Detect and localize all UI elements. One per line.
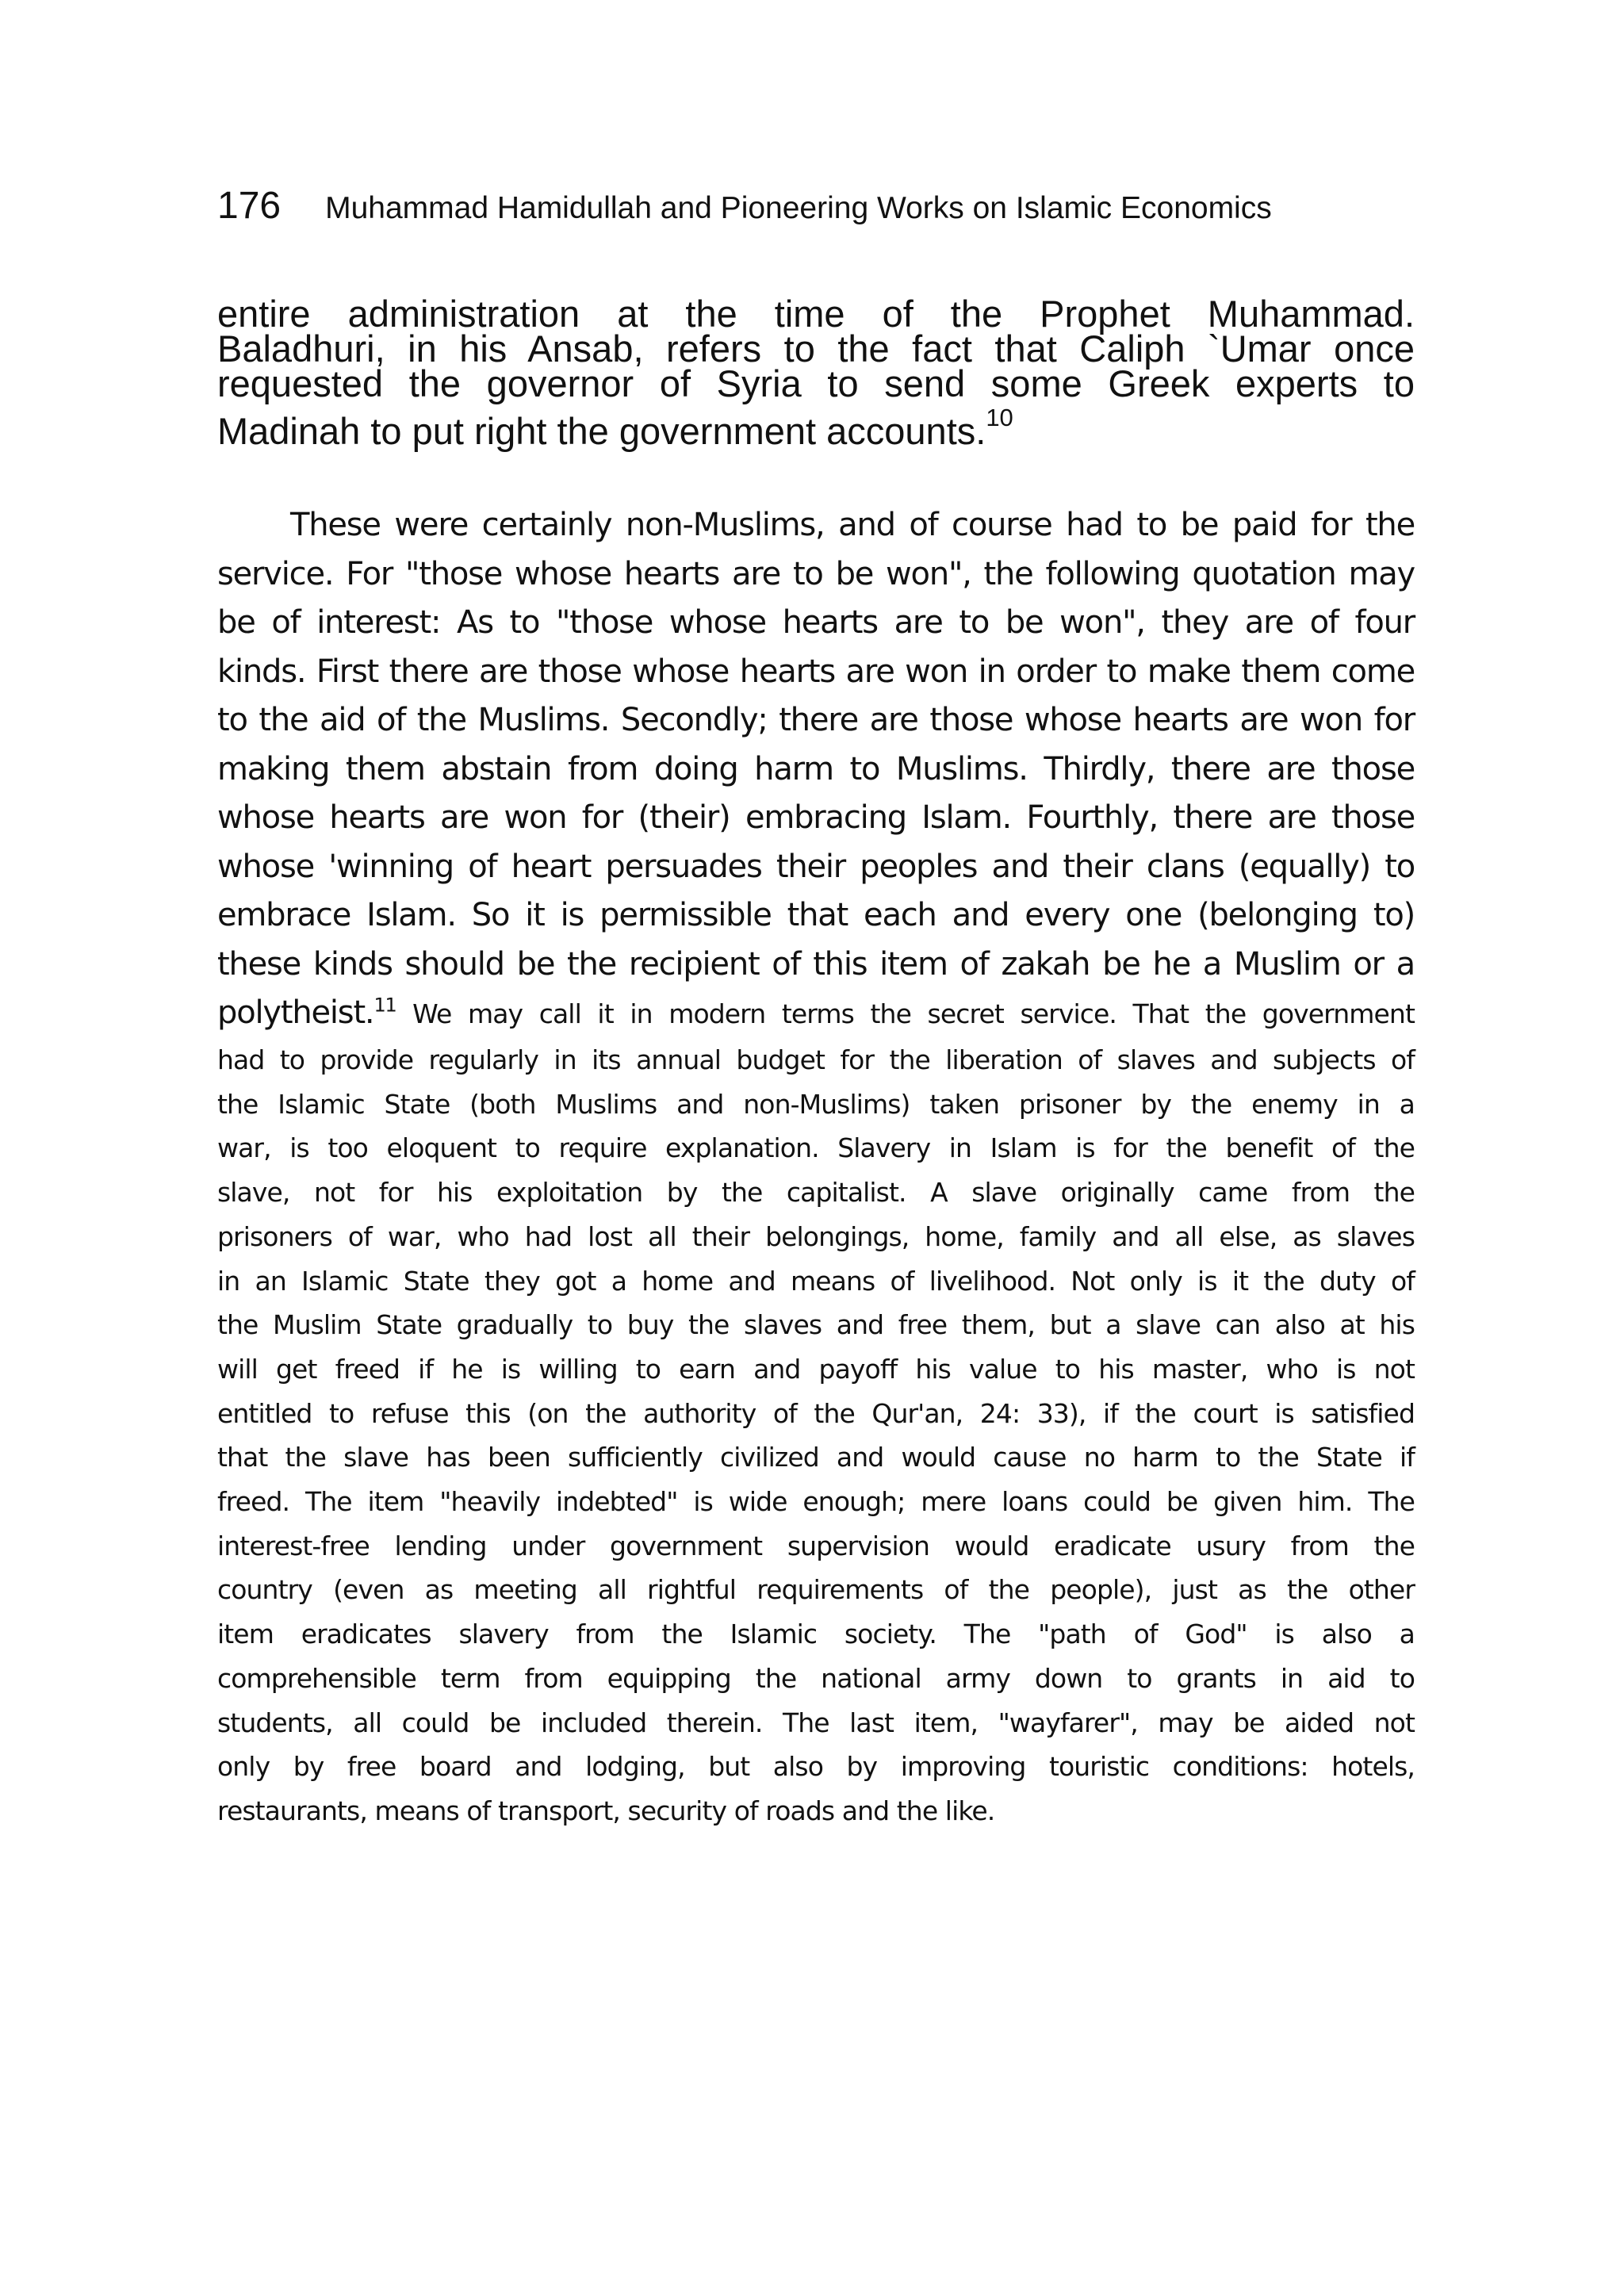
page-number: 176 (217, 185, 282, 227)
paragraph-line: in an Islamic State they got a home and means of livelihood. Not only is it the duty of (217, 1265, 1415, 1297)
paragraph-line: the Muslim State gradually to buy the slaves and free them, but a slave can also at his (217, 1309, 1415, 1341)
paragraph-line: students, all could be included therein. The last item, "wayfarer", may be aided not (217, 1707, 1415, 1738)
paragraph-line: restaurants, means of transport, security of roads and the like. (217, 1795, 995, 1826)
paragraph-line: item eradicates slavery from the Islamic society. The "path of God" is also a (217, 1619, 1415, 1650)
paragraph-line: the Islamic State (both Muslims and non-Muslims) taken prisoner by the enemy in a (217, 1088, 1415, 1120)
paragraph-line: country (even as meeting all rightful requirements of the people), just as the other (217, 1574, 1415, 1606)
paragraph-line: will get freed if he is willing to earn and payoff his value to his master, who is not (217, 1353, 1415, 1385)
footnote-reference: 10 (986, 404, 1013, 432)
text-line (217, 404, 1415, 452)
paragraph-line: kinds. First there are those whose hearts are won in order to make them come (217, 653, 1415, 690)
paragraph-line: war, is too eloquent to require explanation. Slavery in Islam is for the benefit of the (217, 1132, 1415, 1164)
body-paragraph-continued (217, 1038, 1415, 1833)
text-line-content: Madinah to put right the government accounts. (217, 410, 986, 452)
top-text-block (217, 293, 1415, 452)
body-paragraph (217, 501, 1415, 1039)
paragraph-line: only by free board and lodging, but also by improving touristic conditions: hotels, (217, 1751, 1415, 1783)
paragraph-line-small-part: We may call it in modern terms the secret service. That the government (396, 998, 1415, 1029)
paragraph-line: these kinds should be the recipient of this item of zakah be he a Muslim or a (217, 945, 1415, 983)
paragraph-line: slave, not for his exploitation by the capitalist. A slave originally came from the (217, 1177, 1415, 1209)
paragraph-line: be of interest: As to "those whose hearts are to be won", they are of four (217, 604, 1415, 641)
paragraph-line-mixed (217, 989, 1415, 1039)
paragraph-line-large-part: polytheist. (217, 994, 374, 1031)
paragraph-line: interest-free lending under government supervision would eradicate usury from the (217, 1530, 1415, 1561)
text-line: Baladhuri, in his Ansab, refers to the fact that Caliph `Umar once (217, 328, 1415, 370)
paragraph-line: had to provide regularly in its annual budget for the liberation of slaves and subjects of (217, 1044, 1415, 1075)
paragraph-line: entitled to refuse this (on the authority of the Qur'an, 24: 33), if the court is satisfied (217, 1397, 1415, 1429)
paragraph-line: comprehensible term from equipping the national army down to grants in aid to (217, 1662, 1415, 1694)
paragraph-line: These were certainly non-Muslims, and of course had to be paid for the (290, 507, 1415, 543)
paragraph-line: freed. The item "heavily indebted" is wide enough; mere loans could be given him. The (217, 1486, 1415, 1518)
paragraph-line: that the slave has been sufficiently civilized and would cause no harm to the State if (217, 1442, 1415, 1473)
text-line: entire administration at the time of the Prophet Muhammad. (217, 293, 1415, 335)
running-head (217, 184, 1423, 228)
paragraph-line: to the aid of the Muslims. Secondly; there are those whose hearts are won for (217, 702, 1415, 738)
paragraph-line: service. For "those whose hearts are to be won", the following quotation may (217, 555, 1415, 592)
paragraph-line: whose 'winning of heart persuades their peoples and their clans (equally) to (217, 848, 1415, 885)
paragraph-line: making them abstain from doing harm to Muslims. Thirdly, there are those (217, 750, 1415, 787)
paragraph-line: whose hearts are won for (their) embracing Islam. Fourthly, there are those (217, 799, 1415, 836)
footnote-reference: 11 (373, 994, 396, 1017)
paragraph-line: embrace Islam. So it is permissible that each and every one (belonging to) (217, 897, 1415, 933)
paragraph-line: prisoners of war, who had lost all their belongings, home, family and all else, as slaves (217, 1220, 1415, 1252)
text-line: requested the governor of Syria to send some Greek experts to (217, 362, 1415, 404)
running-title: Muhammad Hamidullah and Pioneering Works on Islamic Economics (325, 191, 1272, 225)
